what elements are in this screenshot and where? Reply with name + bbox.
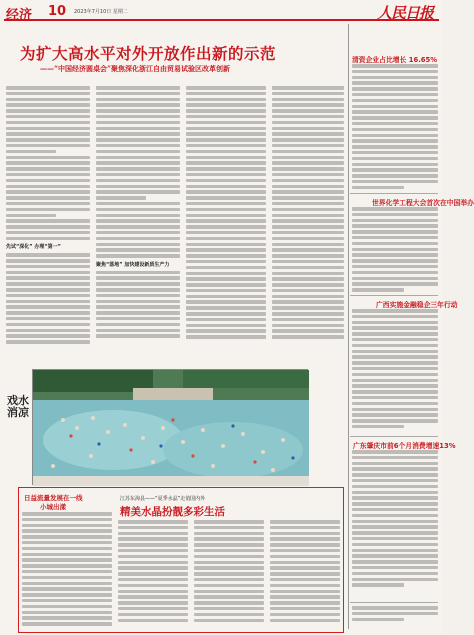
right-story-1-title: 清资企业占比增长 16.65% [352,56,438,64]
right-story-2-text [352,207,438,295]
masthead [4,3,439,21]
lead-subhead: ——“中国经济圆桌会”聚焦深化浙江自由贸易试验区改革创新 [40,64,231,73]
right-separator [350,602,438,603]
newspaper-logo: 人民日报 [376,4,433,22]
featured-text-3 [194,520,264,630]
featured-text-4 [270,520,340,630]
article-column-3 [186,86,266,366]
right-separator [350,436,438,437]
right-footnote [352,606,438,626]
right-story-4-text [352,450,438,600]
article-column-2 [96,86,180,366]
water-park-illustration [33,370,309,486]
featured-kicker: 江苏东海县——“夏季水晶”走俏国内外 [120,496,206,502]
article-column-1 [6,86,90,366]
featured-column-title: 日益流量发展在一线 [24,494,83,502]
page-number: 10 [48,4,67,19]
featured-column-text-1 [22,512,112,630]
right-story-1-text [352,64,438,192]
water-park-photo [32,369,308,485]
column-divider [348,24,349,629]
inline-subtitle: 先试“深化” 办理“第一” [6,244,61,251]
right-story-3-text [352,309,438,435]
photo-title: 戏水消凉 [7,394,29,419]
right-story-3-title: 广西实施金融稳企三年行动 [376,301,458,309]
inline-subtitle: 聚焦“落地” 加快建设新质生产力 [96,261,170,268]
featured-column-subtitle: 小城出漾 [40,503,66,511]
right-story-4-title: 广东肇庆市前6个月消费增速13% [353,442,456,450]
featured-text-2 [118,520,188,630]
issue-date: 2023年7月10日 星期二 [74,9,128,15]
right-separator [350,295,438,296]
right-story-2-title: 世界化学工程大会首次在中国举办 [372,199,474,207]
section-name: 经济 [6,8,33,23]
right-separator [350,193,438,194]
lead-headline: 为扩大高水平对外开放作出新的示范 [20,44,277,63]
article-column-4 [272,86,344,366]
featured-headline: 精美水晶扮靓多彩生活 [120,506,225,518]
